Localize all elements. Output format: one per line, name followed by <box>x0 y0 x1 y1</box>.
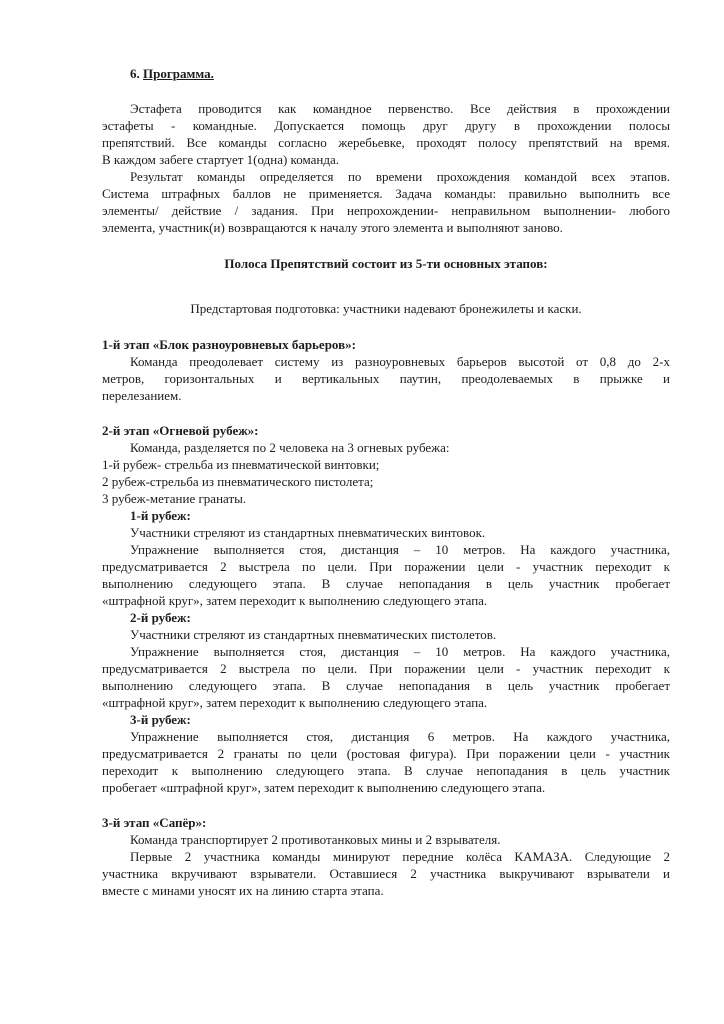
stage1-title: 1-й этап «Блок разноуровневых барьеров»: <box>102 337 356 352</box>
section-number: 6. <box>130 66 140 81</box>
paragraph-line: Команда преодолевает систему из разноуровневых барьеров высотой от 0,8 до 2-х <box>130 354 670 369</box>
paragraph-line: участника вкручивают взрыватели. Оставшиеся 2 участника выкручивают взрыватели и <box>102 866 670 881</box>
paragraph-line: препятствий. Все команды согласно жеребьевке, проходят полосу препятствий на время. <box>102 135 670 150</box>
paragraph-line: предусматривается 2 гранаты по цели (ростовая фигура). При поражении цели - участник <box>102 746 670 761</box>
paragraph-line: Результат команды определяется по времени прохождения командой всех этапов. <box>130 169 670 184</box>
paragraph-line: выполнению следующего этапа. В случае непопадания в цель участник пробегает <box>102 678 670 693</box>
list-item: 2 рубеж-стрельба из пневматического пистолета; <box>102 474 374 489</box>
paragraph-line: Упражнение выполняется стоя, дистанция 6 метров. На каждого участника, <box>130 729 670 744</box>
prestart-text: Предстартовая подготовка: участники надевают бронежилеты и каски. <box>190 301 582 316</box>
paragraph-line: Участники стреляют из стандартных пневматических винтовок. <box>130 525 486 540</box>
stage3-title: 3-й этап «Сапёр»: <box>102 815 207 830</box>
paragraph-line: Упражнение выполняется стоя, дистанция – 10 метров. На каждого участника, <box>130 644 670 659</box>
paragraph-line: метров, горизонтальных и вертикальных паутин, преодолеваемых в прыжке и <box>102 371 670 386</box>
section-title: Программа. <box>143 66 214 81</box>
section-heading <box>130 65 698 82</box>
paragraph-line: пробегает «штрафной круг», затем переходит к выполнению следующего этапа. <box>102 780 546 795</box>
obstacle-heading: Полоса Препятствий состоит из 5-ти основных этапов: <box>224 256 548 271</box>
paragraph-line: элементы/ действие / задания. При непрохождении- неправильном выполнении- любого <box>102 203 670 218</box>
paragraph-line: Первые 2 участника команды минируют передние колёса КАМАЗА. Следующие 2 <box>130 849 670 864</box>
paragraph-line: Участники стреляют из стандартных пневматических пистолетов. <box>130 627 497 642</box>
paragraph-line: переходит к выполнению следующего этапа. В случае непопадания в цель участник <box>102 763 670 778</box>
stage2-title: 2-й этап «Огневой рубеж»: <box>102 423 259 438</box>
paragraph-line: В каждом забеге стартует 1(одна) команда. <box>102 152 339 167</box>
paragraph-line: Эстафета проводится как командное первенство. Все действия в прохождении <box>130 101 670 116</box>
list-item: 1-й рубеж- стрельба из пневматической винтовки; <box>102 457 380 472</box>
list-item: 3 рубеж-метание гранаты. <box>102 491 247 506</box>
rubezh3-title: 3-й рубеж: <box>130 712 191 727</box>
paragraph-line: элемента, участник(и) возвращаются к началу этого элемента и выполняют заново. <box>102 220 563 235</box>
paragraph-line: перелезанием. <box>102 388 182 403</box>
paragraph-line: Команда, разделяется по 2 человека на 3 огневых рубежа: <box>130 440 450 455</box>
paragraph-line: Команда транспортирует 2 противотанковых мины и 2 взрывателя. <box>130 832 501 847</box>
rubezh2-title: 2-й рубеж: <box>130 610 191 625</box>
paragraph-line: «штрафной круг», затем переходит к выполнению следующего этапа. <box>102 593 488 608</box>
paragraph-line: вместе с минами уносят их на линию старта этапа. <box>102 883 384 898</box>
paragraph-line: Упражнение выполняется стоя, дистанция – 10 метров. На каждого участника, <box>130 542 670 557</box>
paragraph-line: эстафеты - командные. Допускается помощь друг другу в прохождении полосы <box>102 118 670 133</box>
paragraph-line: предусматривается 2 выстрела по цели. При поражении цели - участник переходит к <box>102 661 670 676</box>
paragraph-line: «штрафной круг», затем переходит к выполнению следующего этапа. <box>102 695 488 710</box>
paragraph-line: предусматривается 2 выстрела по цели. При поражении цели - участник переходит к <box>102 559 670 574</box>
paragraph-line: выполнению следующего этапа. В случае непопадания в цель участник пробегает <box>102 576 670 591</box>
rubezh1-title: 1-й рубеж: <box>130 508 191 523</box>
paragraph-line: Система штрафных баллов не применяется. Задача команды: правильно выполнить все <box>102 186 670 201</box>
